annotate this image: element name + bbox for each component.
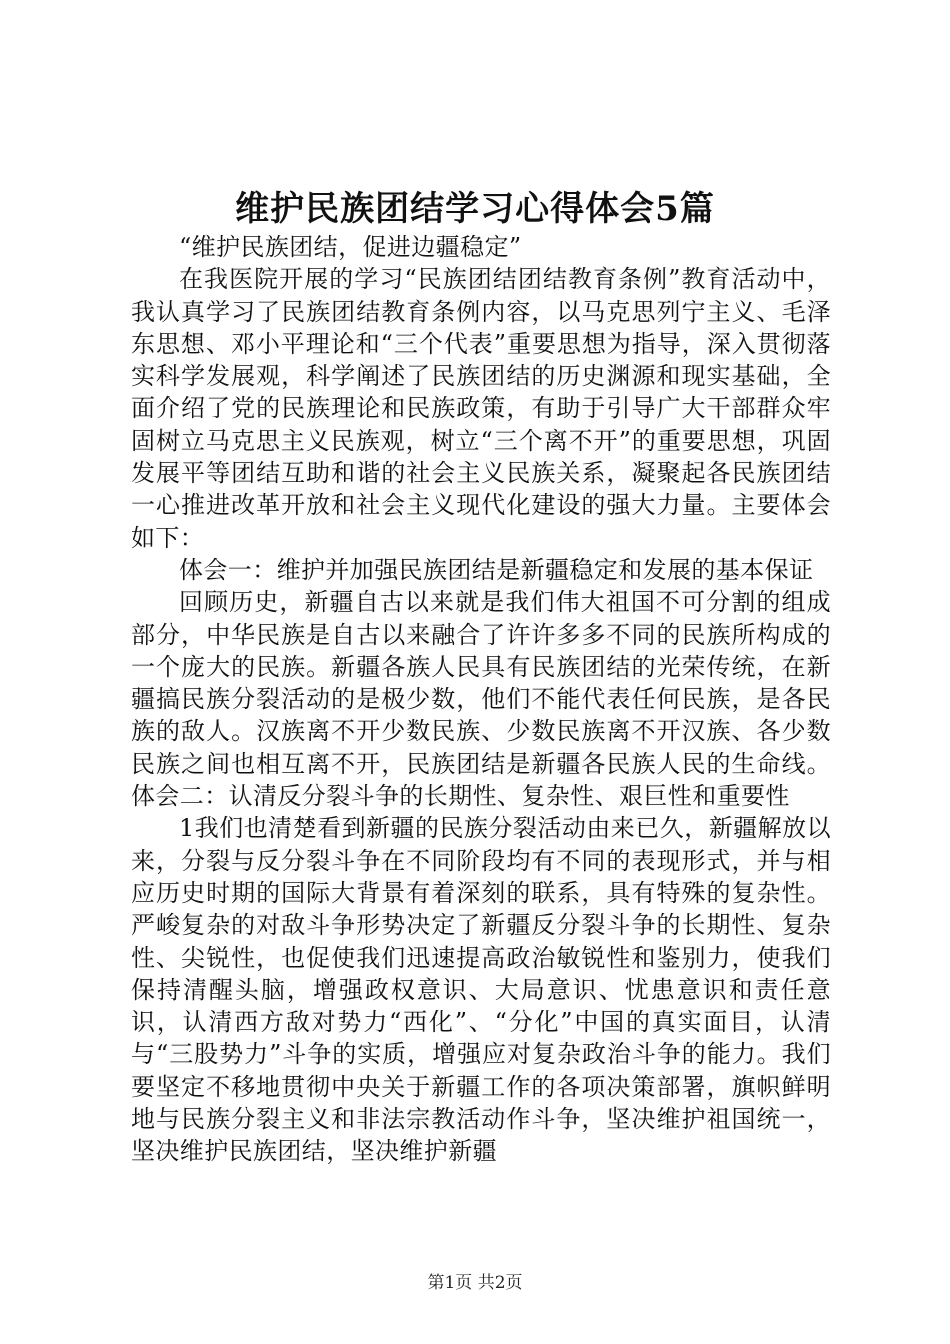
page-number-footer: 第1页 共2页 (427, 1273, 523, 1293)
paragraph-introduction: 在我医院开展的学习“民族团结团结教育条例”教育活动中，我认真学习了民族团结教育条例内容，以马克思列宁主义、毛泽东思想、邓小平理论和“三个代表”重要思想为指导，深入贯彻落实科学发展观，科学阐述了民族团结的历史渊源和现实基础，全面介绍了党的民族理论和民族政策，有助于引导广大干部群众牢固树立马克思主义民族观，树立“三个离不开”的重要思想，巩固发展平等团结互助和谐的社会主义民族关系，凝聚起各民族团结一心推进改革开放和社会主义现代化建设的强大力量。主要体会如下： (131, 265, 831, 552)
document-title: 维护民族团结学习心得体会5篇 (235, 189, 715, 229)
paragraph-insight-one-heading: 体会一：维护并加强民族团结是新疆稳定和发展的基本保证 (179, 555, 814, 584)
paragraph-history-review: 回顾历史，新疆自古以来就是我们伟大祖国不可分割的组成部分，中华民族是自古以来融合了许许多多不同的民族所构成的一个庞大的民族。新疆各族人民具有民族团结的光荣传统，在新疆搞民族分裂活动的是极少数，他们不能代表任何民族，是各民族的敌人。汉族离不开少数民族、少数民族离不开汉族、各少数民族之间也相互离不开，民族团结是新疆各民族人民的生命线。体会二：认清反分裂斗争的长期性、复杂性、艰巨性和重要性 (131, 588, 831, 811)
document-body (131, 231, 831, 1168)
paragraph-anti-separatism: 1我们也清楚看到新疆的民族分裂活动由来已久，新疆解放以来，分裂与反分裂斗争在不同阶段均有不同的表现形式，并与相应历史时期的国际大背景有着深刻的联系，具有特殊的复杂性。严峻复杂的对敌斗争形势决定了新疆反分裂斗争的长期性、复杂性、尖锐性，也促使我们迅速提高政治敏锐性和鉴别力，使我们保持清醒头脑，增强政权意识、大局意识、忧患意识和责任意识，认清西方敌对势力“西化”、“分化”中国的真实面目，认清与“三股势力”斗争的实质，增强应对复杂政治斗争的能力。我们要坚定不移地贯彻中央关于新疆工作的各项决策部署，旗帜鲜明地与民族分裂主义和非法宗教活动作斗争，坚决维护祖国统一，坚决维护民族团结，坚决维护新疆 (131, 814, 831, 1166)
paragraph-slogan: “维护民族团结，促进边疆稳定” (179, 233, 522, 261)
